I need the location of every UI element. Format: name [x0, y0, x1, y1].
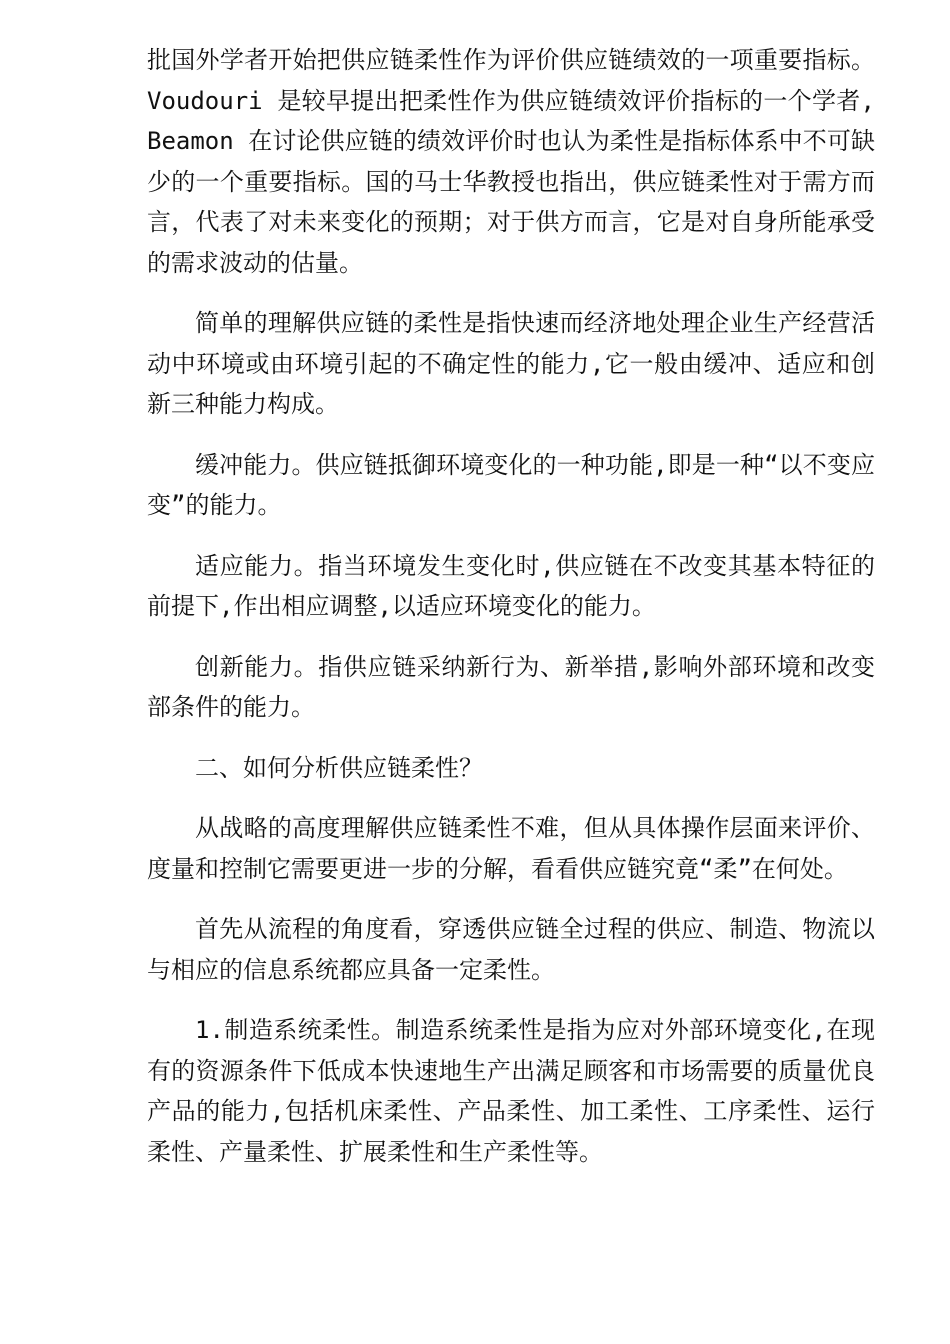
paragraph-manufacturing-flexibility: 1.制造系统柔性。制造系统柔性是指为应对外部环境变化,在现有的资源条件下低成本快速地生产出满足顾客和市场需要的质量优良产品的能力,包括机床柔性、产品柔性、加工柔性、工序柔性、运行柔性、产量柔性、扩展柔性和生产柔性等。 [147, 1016, 875, 1166]
paragraph-continuation: 批国外学者开始把供应链柔性作为评价供应链绩效的一项重要指标。Voudouri 是较早提出把柔性作为供应链绩效评价指标的一个学者,Beamon 在讨论供应链的绩效评价时也认为柔性是指标体系中不可缺少的一个重要指标。国的马士华教授也指出，供应链柔性对于需方而言，代表了对未来变化的预期；对于供方而言，它是对自身所能承受的需求波动的估量。 [147, 46, 875, 277]
paragraph-process-view: 首先从流程的角度看，穿透供应链全过程的供应、制造、物流以与相应的信息系统都应具备一定柔性。 [147, 915, 875, 984]
section-heading-analysis: 二、如何分析供应链柔性？ [195, 753, 483, 782]
paragraph-buffer-capability: 缓冲能力。供应链抵御环境变化的一种功能,即是一种“以不变应变”的能力。 [147, 450, 875, 519]
paragraph-flexibility-definition: 简单的理解供应链的柔性是指快速而经济地处理企业生产经营活动中环境或由环境引起的不确定性的能力,它一般由缓冲、适应和创新三种能力构成。 [147, 309, 875, 418]
paragraph-adaptive-capability: 适应能力。指当环境发生变化时,供应链在不改变其基本特征的前提下,作出相应调整,以适应环境变化的能力。 [147, 551, 875, 620]
paragraph-innovation-capability: 创新能力。指供应链采纳新行为、新举措,影响外部环境和改变部条件的能力。 [147, 652, 875, 721]
document-body [147, 40, 875, 1192]
paragraph-strategy: 从战略的高度理解供应链柔性不难，但从具体操作层面来评价、度量和控制它需要更进一步的分解，看看供应链究竟“柔”在何处。 [147, 814, 875, 883]
